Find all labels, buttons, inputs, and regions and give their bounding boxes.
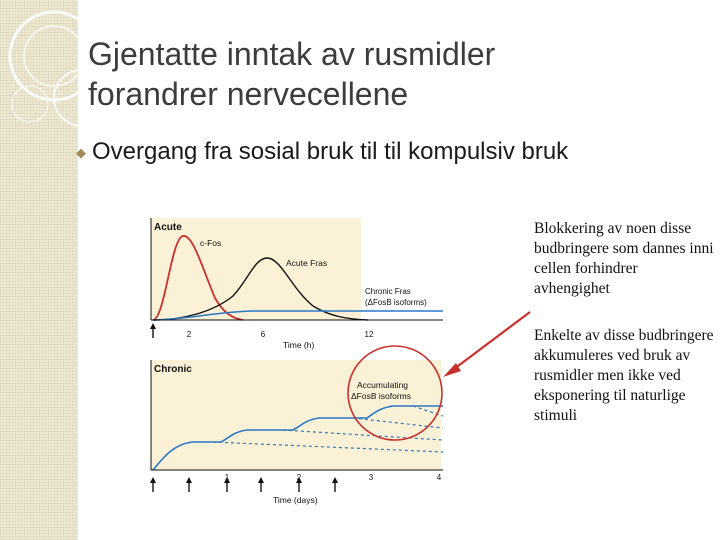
note-blocking: Blokkering av noen disse budbringere som dannes inni cellen forhindrer avhengighet — [534, 220, 714, 297]
chronic-tick-label: 3 — [368, 473, 374, 482]
chronic-tick-label: 1 — [224, 473, 230, 482]
acute-label-chronic-fras-2: (ΔFosB isoforms) — [365, 298, 427, 307]
chronic-panel-label: Chronic — [154, 364, 192, 375]
acute-tick-label: 6 — [260, 330, 266, 339]
acute-x-axis-label: Time (h) — [283, 340, 315, 350]
bullet-marker-icon: ◆ — [76, 144, 86, 160]
acute-tick-label: 12 — [364, 330, 374, 339]
acute-tick-label: 2 — [186, 330, 192, 339]
chronic-tick-label: 4 — [436, 473, 442, 482]
note-accumulating: Enkelte av disse budbringere akkumuleres ved bruk av rusmidler men ikke ved eksponering til naturlige stimuli — [534, 327, 714, 424]
bullet-text: Overgang fra sosial bruk til til kompulsiv bruk — [92, 138, 569, 165]
acute-panel-label: Acute — [154, 222, 182, 233]
pointer-arrow-line — [450, 312, 530, 372]
chronic-label-accumulating-2: ΔFosB isoforms — [351, 391, 411, 401]
chronic-tick-label: 2 — [296, 473, 302, 482]
acute-label-cfos: c-Fos — [200, 238, 222, 248]
slide-title-line-2: forandrer nervecellene — [88, 76, 409, 112]
acute-label-chronic-fras-1: Chronic Fras — [365, 287, 411, 296]
chronic-x-axis-label: Time (days) — [273, 495, 318, 505]
acute-label-acute-fras: Acute Fras — [286, 258, 328, 268]
chronic-label-accumulating-1: Accumulating — [357, 380, 409, 390]
slide-title-line-1: Gjentatte inntak av rusmidler — [88, 36, 496, 72]
